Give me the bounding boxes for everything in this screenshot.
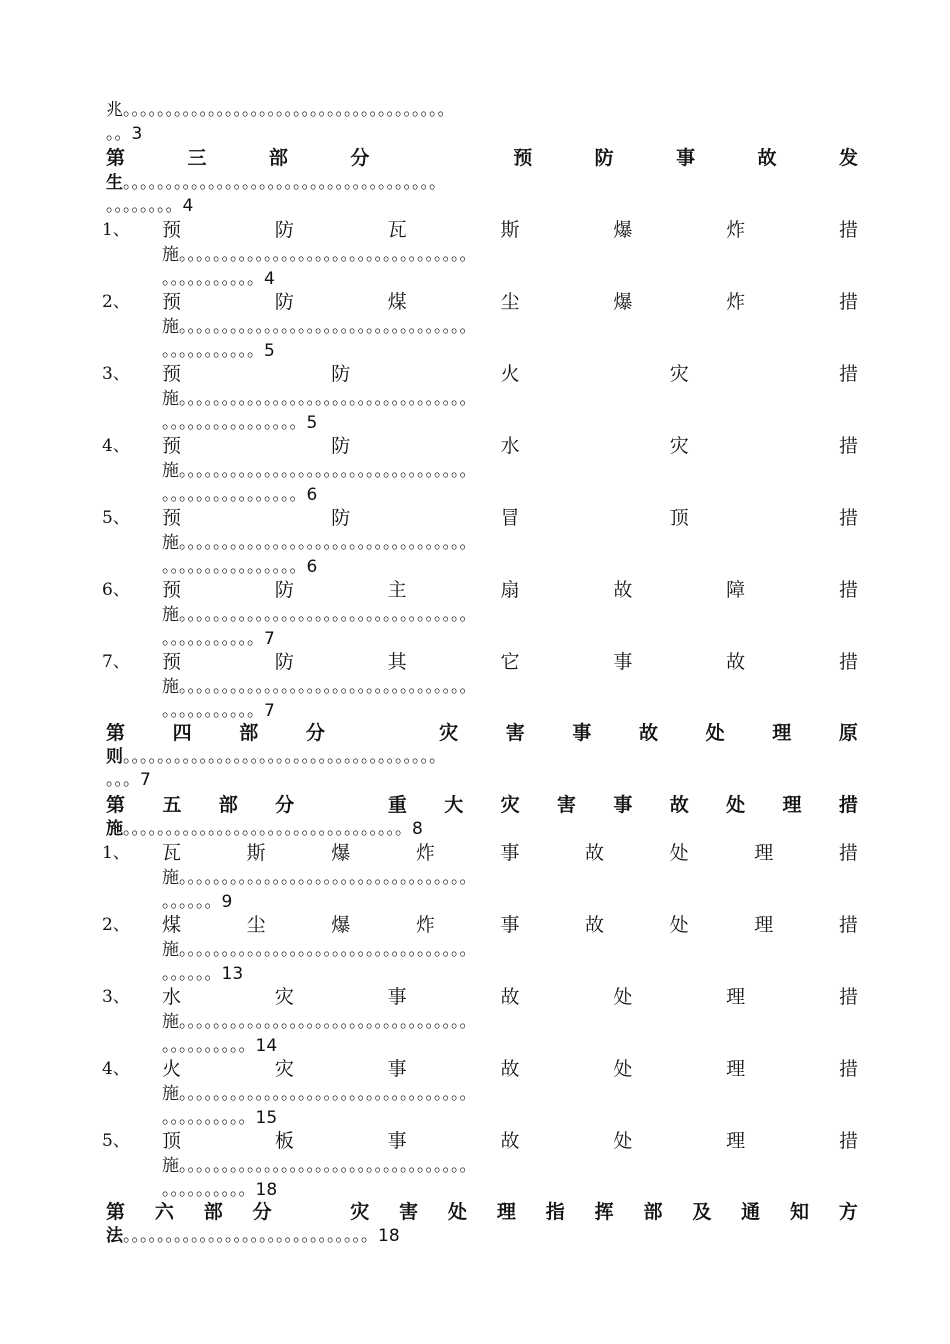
toc-i7[interactable] — [162, 648, 858, 676]
title-char: 事 — [613, 794, 633, 816]
toc-part4-tail-page-number: 7 — [140, 770, 151, 790]
title-char: 灾 — [439, 722, 459, 744]
toc-i5-number: 5、 — [102, 508, 130, 528]
toc-part4-tail-text: 。。。 — [106, 770, 140, 790]
title-char: 故 — [500, 1130, 520, 1152]
title-char: 理 — [772, 722, 792, 744]
toc-i2-title — [162, 288, 858, 316]
toc-i3-dots-text: 施。。。。。。。。。。。。。。。。。。。。。。。。。。。。。。。。。。 — [162, 389, 477, 409]
toc-i4-tail-page-number: 6 — [306, 485, 318, 505]
title-char: 火 — [500, 363, 520, 385]
title-char: 部 — [203, 1201, 223, 1223]
title-char: 事 — [387, 1058, 407, 1080]
toc-omen-dots-text: 兆。。。。。。。。。。。。。。。。。。。。。。。。。。。。。。。。。。。。。。 — [106, 100, 455, 120]
title-char: 部 — [268, 147, 288, 169]
toc-i6-number: 6、 — [102, 580, 130, 600]
title-char: 知 — [790, 1201, 810, 1223]
title-char: 原 — [838, 722, 858, 744]
title-char: 顶 — [669, 507, 689, 529]
toc-part6-dots — [106, 1223, 858, 1249]
title-char: 部 — [218, 794, 238, 816]
title-char: 措 — [838, 435, 858, 457]
title-char: 防 — [274, 579, 294, 601]
toc-i1-tail-text: 。。。。。。。。。。。 — [162, 269, 264, 289]
toc-j5-tail-page-number: 18 — [255, 1180, 278, 1200]
toc-part3-title — [106, 144, 858, 172]
toc-j3-dots-text: 施。。。。。。。。。。。。。。。。。。。。。。。。。。。。。。。。。。 — [162, 1012, 477, 1032]
toc-omen-tail-page-number: 3 — [131, 124, 143, 144]
title-char: 事 — [676, 147, 696, 169]
toc-part5[interactable] — [106, 791, 858, 819]
title-char: 发 — [838, 147, 858, 169]
title-char: 方 — [838, 1201, 858, 1223]
toc-omen-dots — [106, 97, 858, 123]
toc-j1-dots — [162, 865, 858, 891]
toc-i6[interactable] — [162, 576, 858, 604]
title-char: 措 — [838, 1058, 858, 1080]
title-char: 处 — [613, 1130, 633, 1152]
title-char: 防 — [331, 363, 351, 385]
title-char: 理 — [754, 842, 774, 864]
title-char: 第 — [106, 147, 126, 169]
title-char: 板 — [274, 1130, 294, 1152]
title-char: 防 — [331, 435, 351, 457]
title-char: 灾 — [669, 435, 689, 457]
toc-j4-dots-text: 施。。。。。。。。。。。。。。。。。。。。。。。。。。。。。。。。。。 — [162, 1084, 477, 1104]
toc-j1-number: 1、 — [102, 843, 130, 863]
toc-i2-number: 2、 — [102, 292, 130, 312]
toc-part6-title — [106, 1198, 858, 1226]
title-char: 指 — [545, 1201, 565, 1223]
toc-j4-tail-text: 。。。。。。。。。。 — [162, 1108, 256, 1128]
toc-j3-number: 3、 — [102, 987, 130, 1007]
title-char: 措 — [838, 986, 858, 1008]
title-char: 爆 — [331, 914, 351, 936]
title-char: 措 — [838, 1130, 858, 1152]
toc-omen-tail-text: 。。 — [106, 124, 132, 144]
toc-i7-dots-text: 施。。。。。。。。。。。。。。。。。。。。。。。。。。。。。。。。。。 — [162, 677, 477, 697]
toc-i2-dots — [162, 314, 858, 340]
title-char: 尘 — [500, 291, 520, 313]
title-char: 分 — [275, 794, 295, 816]
title-char: 防 — [331, 507, 351, 529]
title-char: 防 — [274, 219, 294, 241]
toc-part4-title — [106, 719, 858, 747]
title-char: 爆 — [613, 291, 633, 313]
title-char: 尘 — [246, 914, 266, 936]
title-char: 故 — [585, 842, 605, 864]
title-char: 四 — [172, 722, 192, 744]
toc-j5-dots — [162, 1153, 858, 1179]
title-char: 预 — [162, 651, 182, 673]
toc-j1-tail-text: 。。。。。。 — [162, 892, 222, 912]
toc-i3-number: 3、 — [102, 364, 130, 384]
title-char: 灾 — [669, 363, 689, 385]
title-char: 它 — [500, 651, 520, 673]
toc-i3-tail-page-number: 5 — [306, 413, 318, 433]
toc-j2-tail-page-number: 13 — [221, 964, 244, 984]
toc-j4-tail-page-number: 15 — [255, 1108, 278, 1128]
title-char: 害 — [399, 1201, 419, 1223]
toc-part3[interactable] — [106, 144, 858, 172]
title-char: 事 — [387, 986, 407, 1008]
toc-i4-dots — [162, 458, 858, 484]
title-char: 理 — [496, 1201, 516, 1223]
toc-i5-tail-page-number: 6 — [306, 557, 318, 577]
title-char: 故 — [500, 986, 520, 1008]
toc-j2-dots-text: 施。。。。。。。。。。。。。。。。。。。。。。。。。。。。。。。。。。 — [162, 940, 477, 960]
title-gap — [301, 1198, 320, 1226]
title-char: 爆 — [613, 219, 633, 241]
title-char: 分 — [350, 147, 370, 169]
title-char: 顶 — [162, 1130, 182, 1152]
toc-j3[interactable] — [162, 983, 858, 1011]
toc-i4-tail-text: 。。。。。。。。。。。。。。。。 — [162, 485, 307, 505]
toc-i3-tail-text: 。。。。。。。。。。。。。。。。 — [162, 413, 307, 433]
title-char: 其 — [387, 651, 407, 673]
title-char: 措 — [838, 914, 858, 936]
title-char: 第 — [106, 722, 126, 744]
title-char: 故 — [613, 579, 633, 601]
toc-part4-dots-text: 则。。。。。。。。。。。。。。。。。。。。。。。。。。。。。。。。。。。。。 — [106, 747, 446, 767]
title-char: 措 — [838, 842, 858, 864]
title-char: 理 — [726, 1058, 746, 1080]
title-gap — [332, 791, 351, 819]
toc-i3-dots — [162, 386, 858, 412]
toc-i5-tail-text: 。。。。。。。。。。。。。。。。 — [162, 557, 307, 577]
title-char: 故 — [757, 147, 777, 169]
toc-i2-tail-page-number: 5 — [264, 341, 275, 361]
title-char: 预 — [162, 435, 182, 457]
title-char: 措 — [838, 291, 858, 313]
toc-part3-tail-page-number: 4 — [182, 196, 194, 216]
title-char: 事 — [387, 1130, 407, 1152]
toc-part4[interactable] — [106, 719, 858, 747]
toc-part5-dots-page-number: 8 — [412, 819, 423, 839]
title-char: 煤 — [162, 914, 182, 936]
title-char: 炸 — [726, 219, 746, 241]
title-char: 瓦 — [387, 219, 407, 241]
title-char: 处 — [669, 842, 689, 864]
title-char: 及 — [692, 1201, 712, 1223]
toc-part6[interactable] — [106, 1198, 858, 1226]
title-char: 通 — [741, 1201, 761, 1223]
title-char: 水 — [162, 986, 182, 1008]
title-char: 事 — [613, 651, 633, 673]
title-char: 火 — [162, 1058, 182, 1080]
title-char: 理 — [754, 914, 774, 936]
toc-i4-dots-text: 施。。。。。。。。。。。。。。。。。。。。。。。。。。。。。。。。。。 — [162, 461, 477, 481]
title-char: 理 — [726, 986, 746, 1008]
title-char: 事 — [572, 722, 592, 744]
toc-j5-tail-text: 。。。。。。。。。。 — [162, 1180, 256, 1200]
title-char: 处 — [669, 914, 689, 936]
title-char: 处 — [726, 794, 746, 816]
toc-i1-number: 1、 — [102, 220, 130, 240]
title-char: 措 — [838, 579, 858, 601]
title-char: 防 — [274, 291, 294, 313]
toc-part3-dots-lead: 生 — [106, 173, 123, 193]
title-char: 预 — [162, 291, 182, 313]
title-char: 灾 — [274, 1058, 294, 1080]
title-char: 故 — [726, 651, 746, 673]
title-char: 部 — [643, 1201, 663, 1223]
title-char: 灾 — [350, 1201, 370, 1223]
toc-i2-dots-text: 施。。。。。。。。。。。。。。。。。。。。。。。。。。。。。。。。。。 — [162, 317, 477, 337]
toc-part3-tail-text: 。。。。。。。。 — [106, 196, 183, 216]
toc-j4[interactable] — [162, 1055, 858, 1083]
toc-i4[interactable] — [162, 432, 858, 460]
title-char: 分 — [305, 722, 325, 744]
title-char: 主 — [387, 579, 407, 601]
toc-i1-tail-page-number: 4 — [264, 269, 275, 289]
toc-j3-title — [162, 983, 858, 1011]
toc-i4-number: 4、 — [102, 436, 130, 456]
title-char: 预 — [162, 579, 182, 601]
toc-i5[interactable] — [162, 504, 858, 532]
toc-i6-tail-text: 。。。。。。。。。。。 — [162, 629, 264, 649]
toc-part4-dots-lead: 则 — [106, 747, 123, 767]
title-char: 六 — [154, 1201, 174, 1223]
toc-j3-dots — [162, 1009, 858, 1035]
title-char: 扇 — [500, 579, 520, 601]
toc-j2-title — [162, 911, 858, 939]
toc-i4-title — [162, 432, 858, 460]
toc-j4-title — [162, 1055, 858, 1083]
toc-i3[interactable] — [162, 360, 858, 388]
title-char: 理 — [726, 1130, 746, 1152]
toc-j4-dots — [162, 1081, 858, 1107]
title-char: 处 — [613, 1058, 633, 1080]
title-char: 防 — [274, 651, 294, 673]
toc-i1[interactable] — [162, 216, 858, 244]
title-char: 第 — [106, 794, 126, 816]
toc-j5[interactable] — [162, 1127, 858, 1155]
toc-j2[interactable] — [162, 911, 858, 939]
title-char: 第 — [106, 1201, 126, 1223]
title-char: 部 — [239, 722, 259, 744]
title-char: 三 — [187, 147, 207, 169]
title-char: 事 — [500, 914, 520, 936]
toc-i5-dots-text: 施。。。。。。。。。。。。。。。。。。。。。。。。。。。。。。。。。。 — [162, 533, 477, 553]
toc-part6-dots-text: 法。。。。。。。。。。。。。。。。。。。。。。。。。。。。。 — [106, 1226, 378, 1246]
title-char: 爆 — [331, 842, 351, 864]
toc-i5-dots — [162, 530, 858, 556]
toc-j2-dots — [162, 937, 858, 963]
title-char: 事 — [500, 842, 520, 864]
title-char: 灾 — [500, 794, 520, 816]
toc-j3-tail-page-number: 14 — [255, 1036, 278, 1056]
toc-j5-number: 5、 — [102, 1131, 130, 1151]
toc-i1-dots — [162, 242, 858, 268]
title-char: 故 — [585, 914, 605, 936]
title-char: 处 — [613, 986, 633, 1008]
title-char: 斯 — [500, 219, 520, 241]
title-char: 重 — [387, 794, 407, 816]
toc-j2-tail-text: 。。。。。。 — [162, 964, 222, 984]
toc-part6-dots-page-number: 18 — [378, 1226, 400, 1246]
title-char: 炸 — [726, 291, 746, 313]
toc-j2-number: 2、 — [102, 915, 130, 935]
toc-j1-tail-page-number: 9 — [221, 892, 233, 912]
title-char: 预 — [162, 507, 182, 529]
toc-j5-title — [162, 1127, 858, 1155]
title-char: 瓦 — [162, 842, 182, 864]
toc-i3-title — [162, 360, 858, 388]
title-char: 故 — [500, 1058, 520, 1080]
title-char: 措 — [838, 219, 858, 241]
title-char: 斯 — [246, 842, 266, 864]
toc-i1-dots-text: 施。。。。。。。。。。。。。。。。。。。。。。。。。。。。。。。。。。 — [162, 245, 477, 265]
toc-i1-title — [162, 216, 858, 244]
title-char: 水 — [500, 435, 520, 457]
toc-i2[interactable] — [162, 288, 858, 316]
title-char: 大 — [444, 794, 464, 816]
toc-part6-dots-lead: 法 — [106, 1226, 123, 1246]
title-char: 害 — [557, 794, 577, 816]
toc-j5-dots-text: 施。。。。。。。。。。。。。。。。。。。。。。。。。。。。。。。。。。 — [162, 1156, 477, 1176]
title-char: 预 — [513, 147, 533, 169]
title-char: 预 — [162, 363, 182, 385]
title-char: 害 — [505, 722, 525, 744]
toc-i7-number: 7、 — [102, 652, 130, 672]
title-char: 防 — [594, 147, 614, 169]
toc-i5-title — [162, 504, 858, 532]
toc-i6-tail-page-number: 7 — [264, 629, 275, 649]
title-char: 冒 — [500, 507, 520, 529]
title-gap — [432, 144, 451, 172]
toc-i2-tail-text: 。。。。。。。。。。。 — [162, 341, 264, 361]
toc-j1[interactable] — [162, 839, 858, 867]
toc-i7-tail-text: 。。。。。。。。。。。 — [162, 701, 264, 721]
title-char: 障 — [726, 579, 746, 601]
title-char: 预 — [162, 219, 182, 241]
title-char: 分 — [252, 1201, 272, 1223]
toc-i6-dots — [162, 602, 858, 628]
title-char: 措 — [838, 507, 858, 529]
toc-part4-tail — [106, 767, 858, 793]
toc-j1-dots-text: 施。。。。。。。。。。。。。。。。。。。。。。。。。。。。。。。。。。 — [162, 868, 477, 888]
title-char: 灾 — [274, 986, 294, 1008]
toc-part3-dots-text: 生。。。。。。。。。。。。。。。。。。。。。。。。。。。。。。。。。。。。。 — [106, 173, 446, 193]
toc-i7-dots — [162, 674, 858, 700]
toc-i6-title — [162, 576, 858, 604]
toc-i7-title — [162, 648, 858, 676]
title-char: 五 — [162, 794, 182, 816]
title-char: 炸 — [415, 914, 435, 936]
toc-part5-title — [106, 791, 858, 819]
title-char: 措 — [838, 651, 858, 673]
title-char: 处 — [448, 1201, 468, 1223]
toc-part5-dots-text: 施。。。。。。。。。。。。。。。。。。。。。。。。。。。。。。。。。 — [106, 819, 412, 839]
title-char: 煤 — [387, 291, 407, 313]
title-char: 措 — [838, 794, 858, 816]
toc-j4-number: 4、 — [102, 1059, 130, 1079]
toc-j1-title — [162, 839, 858, 867]
title-gap — [373, 719, 392, 747]
title-char: 理 — [782, 794, 802, 816]
title-char: 故 — [639, 722, 659, 744]
title-char: 故 — [669, 794, 689, 816]
toc-j3-tail-text: 。。。。。。。。。。 — [162, 1036, 256, 1056]
toc-i6-dots-text: 施。。。。。。。。。。。。。。。。。。。。。。。。。。。。。。。。。。 — [162, 605, 477, 625]
title-char: 挥 — [594, 1201, 614, 1223]
toc-i7-tail-page-number: 7 — [264, 701, 275, 721]
title-char: 炸 — [415, 842, 435, 864]
toc-part5-dots-lead: 施 — [106, 819, 123, 839]
title-char: 处 — [705, 722, 725, 744]
title-char: 措 — [838, 363, 858, 385]
